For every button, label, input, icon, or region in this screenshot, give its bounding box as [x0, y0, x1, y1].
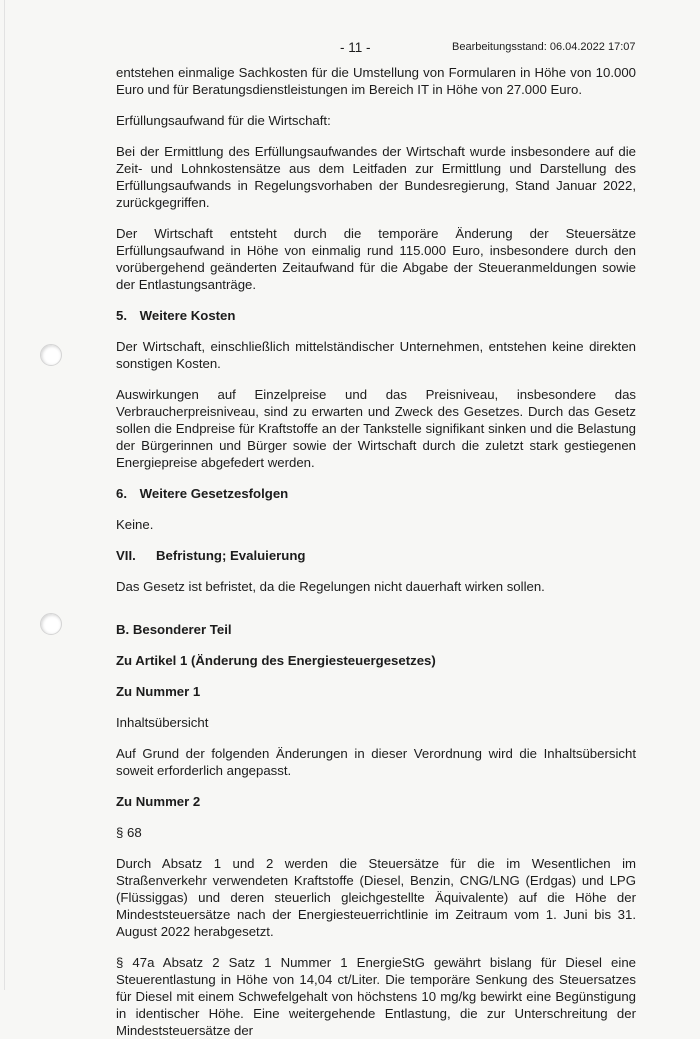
paragraph: § 47a Absatz 2 Satz 1 Nummer 1 EnergieStG gewährt bislang für Diesel eine Steuerentlastung in Höhe von 14,04 ct/Liter. Die temporäre Senkung des Steuersatzes für Diesel mit einem Schwefelgehalt von höchstens 10 mg/kg bewirkt eine Begünstigung in identischer Höhe. Eine weitergehende Entlastung, die zur Unterschreitung der Mindeststeuersätze der	[116, 955, 636, 1038]
article-heading: Zu Artikel 1 (Änderung des Energiesteuergesetzes)	[116, 653, 436, 668]
paragraph: Erfüllungsaufwand für die Wirtschaft:	[116, 113, 331, 128]
section-heading-vii	[116, 547, 636, 564]
number-heading: Zu Nummer 1	[116, 684, 201, 699]
section-heading-6	[116, 485, 636, 502]
paragraph: Durch Absatz 1 und 2 werden die Steuersätze für die im Wesentlichen im Straßenverkehr verwendeten Kraftstoffe (Diesel, Benzin, CNG/LNG (Erdgas) und LPG (Flüssiggas) und deren steuerlich gleichgestellte Äquivalente) auf die Höhe der Mindeststeuersätze nach der Energiesteuerrichtlinie im Zeitraum vom 1. Juni bis 31. August 2022 herabgesetzt.	[116, 856, 636, 939]
paragraph: Der Wirtschaft entsteht durch die temporäre Änderung der Steuersätze Erfüllungsaufwand in Höhe von einmalig rund 115.000 Euro, insbesondere durch den vorübergehend geänderten Zeitaufwand für die Abgabe der Steueranmeldungen sowie der Entlastungsanträge.	[116, 226, 636, 292]
section-number: 6.	[116, 486, 127, 501]
paragraph: Auf Grund der folgenden Änderungen in dieser Verordnung wird die Inhaltsübersicht soweit erforderlich angepasst.	[116, 746, 636, 778]
section-number: 5.	[116, 308, 127, 323]
paragraph: Inhaltsübersicht	[116, 715, 209, 730]
page-edge	[4, 0, 5, 990]
paragraph: Keine.	[116, 517, 154, 532]
edit-status: Bearbeitungsstand: 06.04.2022 17:07	[452, 41, 636, 53]
paragraph: entstehen einmalige Sachkosten für die Umstellung von Formularen in Höhe von 10.000 Euro und für Beratungsdienstleistungen im Bereich IT in Höhe von 27.000 Euro.	[116, 65, 636, 97]
punch-hole	[40, 613, 62, 635]
part-heading: B. Besonderer Teil	[116, 622, 232, 637]
paragraph: Das Gesetz ist befristet, da die Regelungen nicht dauerhaft wirken sollen.	[116, 579, 545, 594]
section-title: Weitere Kosten	[139, 308, 236, 323]
page-header	[0, 40, 700, 58]
section-title: Weitere Gesetzesfolgen	[139, 486, 289, 501]
paragraph: Bei der Ermittlung des Erfüllungsaufwandes der Wirtschaft wurde insbesondere auf die Zeit- und Lohnkostensätze aus dem Leitfaden zur Ermittlung und Darstellung des Erfüllungsaufwands in Regelungsvorhaben der Bundesregierung, Stand Januar 2022, zurückgegriffen.	[116, 144, 636, 210]
paragraph: § 68	[116, 825, 142, 840]
punch-hole	[40, 344, 62, 366]
paragraph: Auswirkungen auf Einzelpreise und das Preisniveau, insbesondere das Verbraucherpreisniveau, sind zu erwarten und Zweck des Gesetzes. Durch das Gesetz sollen die Endpreise für Kraftstoffe an der Tankstelle signifikant sinken und die Belastung der Bürgerinnen und Bürger sowie der Wirtschaft durch die zuletzt stark gestiegenen Energiepreise abgefedert werden.	[116, 387, 636, 470]
section-heading-5	[116, 307, 636, 324]
section-number: VII.	[116, 548, 136, 563]
number-heading: Zu Nummer 2	[116, 794, 201, 809]
document-body	[116, 64, 636, 1039]
section-title: Befristung; Evaluierung	[156, 548, 306, 563]
paragraph: Der Wirtschaft, einschließlich mittelständischer Unternehmen, entstehen keine direkten sonstigen Kosten.	[116, 339, 636, 371]
page-number: - 11 -	[340, 40, 371, 55]
